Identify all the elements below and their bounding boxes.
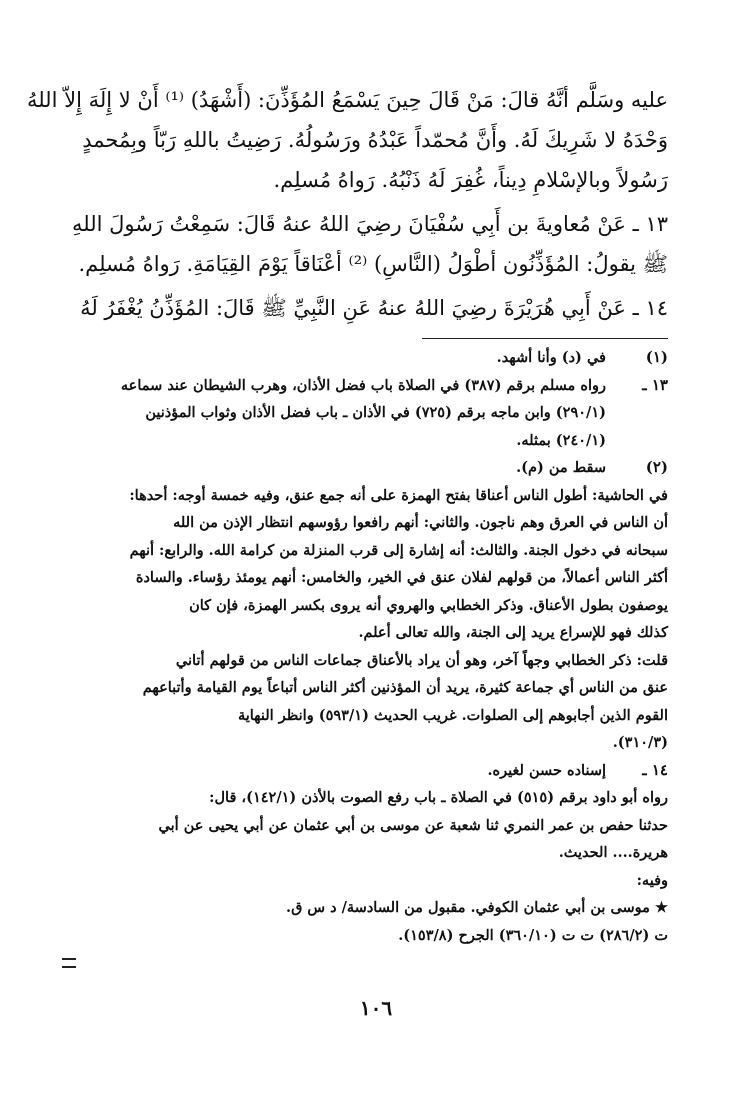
- footnote-body: [76, 344, 606, 372]
- footnote-2: [76, 454, 668, 482]
- continuation-mark: [62, 958, 76, 968]
- footnote-line: في (د) وأنا أشهد.: [496, 349, 606, 366]
- rijal-line: ت (٢٨٦/٢) ت ت (٣٦٠/١٠) الجرح (١٥٣/٨).: [398, 926, 668, 944]
- qult-line: القوم الذين أجابوهم إلى الصلوات. غريب الحديث (٥٩٣/١) وانظر النهاية: [237, 706, 668, 724]
- abu-dawud-line: رواه أبو داود برقم (٥١٥) في الصلاة ـ باب رفع الصوت بالأذن (١٤٢/١)، قال:: [209, 789, 668, 806]
- rijal-line: ★ موسى بن أبي عثمان الكوفي. مقبول من السادسة/ د س ق.: [286, 899, 668, 916]
- hashiya-line: سبحانه في دخول الجنة. والثالث: أنه إشارة إلى قرب المنزلة من كرامة الله. والرابع: أنهم: [129, 541, 668, 559]
- main-line: وَحْدَهُ لا شَرِيكَ لَهُ. وأَنَّ مُحمّداً عَبْدُهُ ورَسُولُهُ. رَضِيتُ باللهِ رَبّاً وبِمُحمدٍ: [82, 128, 668, 152]
- main-line: رَسُولاً وبالإسْلامِ دِيناً، غُفِرَ لَهُ ذَنْبُهُ. رَواهُ مُسلِم.: [273, 168, 668, 192]
- hadith-13-line: ١٣ ـ عَنْ مُعاويةَ بن أَبِي سُفْيَانَ رضِيَ اللهُ عنهُ قَالَ: سَمِعْتُ رَسُولَ اللهِ: [71, 212, 668, 236]
- abu-dawud-line: هريرة.... الحديث.: [558, 844, 668, 861]
- footnote-number: ١٣ ـ: [642, 375, 668, 394]
- qult-label: قلت:: [636, 651, 668, 669]
- abu-dawud-line: حدثنا حفص بن عمر النمري ثنا شعبة عن موسى بن أبي عثمان عن أبي يحيى عن أبي: [158, 816, 668, 834]
- footnotes: [76, 344, 668, 949]
- footnote-number: ١٤ ـ: [642, 760, 668, 779]
- footnote-body: [76, 372, 606, 455]
- footnote-divider: [422, 338, 668, 339]
- hashiya-line: أكثر الناس أعمالاً، من قولهم لفلان عنق في الخير، والخامس: أنهم يومئذ رؤساء. والسادة: [135, 569, 668, 586]
- qult-line: [76, 647, 668, 675]
- footnote-14: [76, 757, 668, 785]
- main-text: [26, 80, 668, 328]
- footnote-body: [76, 454, 606, 482]
- qult-line: عنق من الناس أي جماعة كثيرة، يريد أن المؤذنين أكثر الناس أتباعاً يوم القيامة وأتباعهم: [142, 679, 668, 696]
- footnote-1: [76, 344, 668, 372]
- main-line: عليه وسَلَّم أنَّهُ قالَ: مَنْ قَالَ حِينَ يَسْمَعُ المُؤَذِّنَ: (أَشْهَدُ) ⁽¹⁾ أَنْ لا إِلَهَ إِلاّ اللهُ: [26, 88, 668, 112]
- footnote-body: [76, 757, 606, 785]
- hashiya-line: كذلك فهو للإسراع يريد إلى الجنة، والله تعالى أعلم.: [358, 624, 668, 641]
- page-number: ١٠٦: [359, 996, 393, 1020]
- hashiya-paragraph: [76, 482, 668, 647]
- hashiya-line: يوصفون بطول الأعناق. وذكر الخطابي والهروي أنه يروى بكسر الهمزة، فإن كان: [189, 596, 668, 614]
- hashiya-line: أن الناس في العرق وهم ناجون. والثاني: أنهم رافعوا رؤوسهم انتظار الإذن من الله: [173, 514, 668, 531]
- qult-line: (٣١٠/٣).: [612, 734, 668, 751]
- hadith-13-line: ﷺ يقولُ: المُؤَذِّنُون أطْوَلُ (النَّاسِ) ⁽²⁾ أعْنَاقاً يَوْمَ القِيَامَةِ. رَواهُ مُسلِم.: [78, 252, 668, 276]
- footnote-line: إسناده حسن لغيره.: [487, 761, 606, 779]
- footnote-line: سقط من (م).: [516, 459, 606, 476]
- footnote-number: (١): [645, 348, 668, 366]
- abu-dawud-paragraph: [76, 784, 668, 949]
- qult-text: ذكر الخطابي وجهاً آخر، وهو أن يراد بالأعناق جماعات الناس من قولهم أتاني: [175, 651, 632, 669]
- footnote-line: (٢٤٠/١) بمثله.: [516, 431, 606, 449]
- footnote-number: (٢): [645, 458, 668, 476]
- footnote-line: (٢٩٠/١) وابن ماجه برقم (٧٢٥) في الأذان ـ باب فضل الأذان وثواب المؤذنين: [145, 404, 606, 421]
- hashiya-line: في الحاشية: أطول الناس أعناقا بفتح الهمزة على أنه جمع عنق، وفيه خمسة أوجه: أحدها:: [129, 486, 668, 504]
- qult-paragraph: [76, 647, 668, 757]
- fihi-label: وفيه:: [636, 871, 668, 889]
- footnote-line: رواه مسلم برقم (٣٨٧) في الصلاة باب فضل الأذان، وهرب الشيطان عند سماعه: [120, 376, 606, 394]
- hadith-14-line: ١٤ ـ عَنْ أَبِي هُرَيْرَةَ رضِيَ اللهُ عنهُ عَنِ النَّبِيِّ ﷺ قَالَ: المُؤَذِّنُ يُغْفَرُ لَهُ: [80, 296, 668, 320]
- footnote-13: [76, 372, 668, 455]
